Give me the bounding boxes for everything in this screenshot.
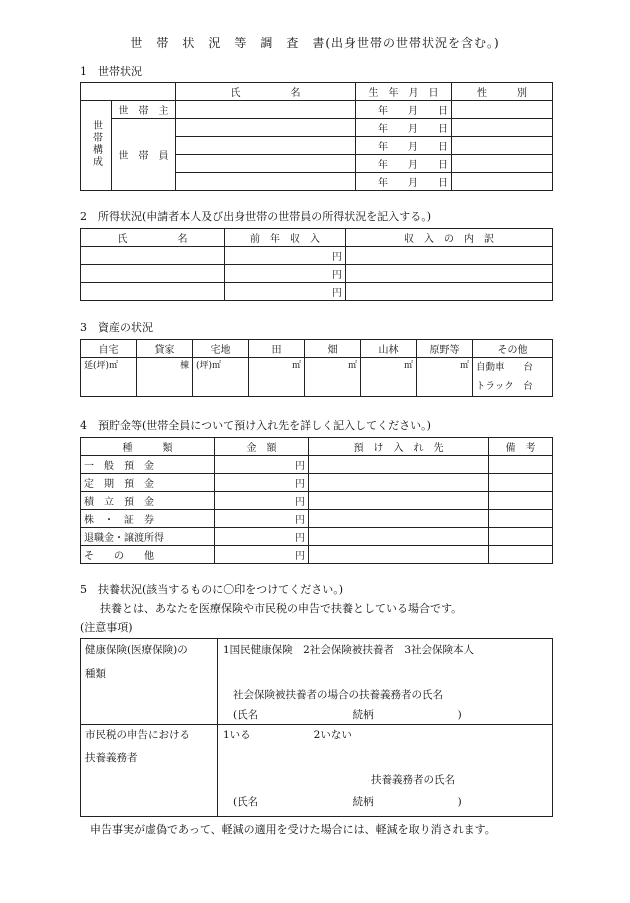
income-field[interactable]: 円 [225, 265, 346, 283]
savings-type: 株 ・ 証 券 [81, 510, 215, 528]
col-name-header: 氏 名 [176, 83, 356, 101]
tax-options[interactable]: 1いる 2いない [223, 729, 352, 741]
amount-field[interactable]: 円 [215, 492, 309, 510]
insurance-label: 健康保険(医療保険)の [85, 644, 188, 656]
page-title: 世 帯 状 況 等 調 査 書(出身世帯の世帯状況を含む。) [130, 36, 500, 50]
birth-field[interactable]: 年 月 日 [356, 137, 452, 155]
savings-type: 一 般 預 金 [81, 456, 215, 474]
income-field[interactable]: 円 [225, 247, 346, 265]
income-field[interactable]: 円 [225, 283, 346, 301]
asset-paddy-field[interactable]: ㎡ [249, 358, 305, 397]
savings-type: そ の 他 [81, 546, 215, 564]
household-table [80, 82, 553, 191]
amount-field[interactable]: 円 [215, 456, 309, 474]
asset-other-field[interactable] [473, 358, 553, 397]
footer-warning: 申告事実が虚偽であって、軽減の適用を受けた場合には、軽減を取り消されます。 [90, 823, 496, 836]
birth-field[interactable]: 年 月 日 [356, 101, 452, 119]
name-field[interactable] [176, 119, 356, 137]
col-name-header: 氏 名 [81, 229, 225, 247]
note-field[interactable] [489, 528, 553, 546]
note-field[interactable] [489, 510, 553, 528]
asset-header-forest: 山林 [361, 340, 417, 358]
amount-field[interactable]: 円 [215, 528, 309, 546]
savings-table [80, 437, 553, 564]
col-birth-header: 生 年 月 日 [356, 83, 452, 101]
assets-table [80, 339, 553, 397]
sex-field[interactable] [452, 101, 553, 119]
bank-field[interactable] [309, 546, 489, 564]
sex-field[interactable] [452, 137, 553, 155]
detail-field[interactable] [346, 247, 553, 265]
note-field[interactable] [489, 474, 553, 492]
col-detail-header: 収 入 の 内 訳 [346, 229, 553, 247]
section5-heading: 5 扶養状況(該当するものに〇印をつけてください。) [80, 583, 344, 596]
asset-land-field[interactable]: (坪)㎡ [193, 358, 249, 397]
insurance-dependent-name-label: 社会保険被扶養者の場合の扶養義務者の氏名 [233, 689, 443, 701]
note-field[interactable] [489, 546, 553, 564]
savings-type: 積 立 預 金 [81, 492, 215, 510]
birth-field[interactable]: 年 月 日 [356, 155, 452, 173]
asset-header-home: 自宅 [81, 340, 137, 358]
asset-header-other: その他 [473, 340, 553, 358]
blank-header-cell [81, 83, 176, 101]
note-field[interactable] [489, 456, 553, 474]
asset-header-land: 宅地 [193, 340, 249, 358]
insurance-label-2: 種類 [85, 668, 106, 680]
member-label: 世 帯 員 [112, 119, 176, 191]
head-label: 世 帯 主 [112, 101, 176, 119]
name-field[interactable] [176, 137, 356, 155]
name-field[interactable] [81, 265, 225, 283]
insurance-options[interactable]: 1国民健康保険 2社会保険被扶養者 3社会保険本人 [223, 644, 475, 656]
amount-field[interactable]: 円 [215, 510, 309, 528]
tax-label-2: 扶養義務者 [85, 752, 138, 764]
col-note-header: 備 考 [489, 438, 553, 456]
sex-field[interactable] [452, 155, 553, 173]
birth-field[interactable]: 年 月 日 [356, 119, 452, 137]
truck-count: トラック 台 [476, 381, 533, 392]
col-income-header: 前 年 収 入 [225, 229, 346, 247]
section4-heading: 4 預貯金等(世帯全員について預け入れ先を詳しく記入してください。) [80, 419, 431, 432]
asset-header-rental: 貸家 [137, 340, 193, 358]
detail-field[interactable] [346, 265, 553, 283]
dependency-box [80, 638, 553, 817]
asset-wilderness-field[interactable]: ㎡ [417, 358, 473, 397]
detail-field[interactable] [346, 283, 553, 301]
car-count: 自動車 台 [476, 362, 534, 373]
note-field[interactable] [489, 492, 553, 510]
amount-field[interactable]: 円 [215, 474, 309, 492]
birth-field[interactable]: 年 月 日 [356, 173, 452, 191]
bank-field[interactable] [309, 510, 489, 528]
bank-field[interactable] [309, 492, 489, 510]
asset-header-wilderness: 原野等 [417, 340, 473, 358]
asset-rental-field[interactable]: 棟 [137, 358, 193, 397]
bank-field[interactable] [309, 456, 489, 474]
bank-field[interactable] [309, 474, 489, 492]
income-table [80, 228, 553, 301]
section1-heading: 1 世帯状況 [80, 65, 142, 78]
section2-heading: 2 所得状況(申請者本人及び出身世帯の世帯員の所得状況を記入する。) [80, 210, 432, 223]
name-field[interactable] [81, 247, 225, 265]
notes-title: (注意事項) [80, 621, 133, 634]
section3-heading: 3 資産の状況 [80, 321, 153, 334]
asset-field-field[interactable]: ㎡ [305, 358, 361, 397]
savings-type: 退職金・譲渡所得 [81, 528, 215, 546]
asset-header-field: 畑 [305, 340, 361, 358]
household-group-label: 世帯構成 [81, 101, 112, 191]
name-field[interactable] [176, 101, 356, 119]
bank-field[interactable] [309, 528, 489, 546]
sex-field[interactable] [452, 119, 553, 137]
asset-header-paddy: 田 [249, 340, 305, 358]
asset-home-field[interactable]: 延(坪)㎡ [81, 358, 137, 397]
sex-field[interactable] [452, 173, 553, 191]
insurance-dependent-name-field[interactable]: (氏名 続柄 ) [233, 709, 462, 721]
col-amount-header: 金 額 [215, 438, 309, 456]
asset-forest-field[interactable]: ㎡ [361, 358, 417, 397]
savings-type: 定 期 預 金 [81, 474, 215, 492]
divider [217, 639, 218, 816]
col-bank-header: 預 け 入 れ 先 [309, 438, 489, 456]
tax-dependent-name-label: 扶養義務者の氏名 [371, 774, 455, 786]
name-field[interactable] [81, 283, 225, 301]
dependency-description: 扶養とは、あなたを医療保険や市民税の申告で扶養としている場合です。 [100, 602, 463, 615]
name-field[interactable] [176, 173, 356, 191]
name-field[interactable] [176, 155, 356, 173]
col-type-header: 種 類 [81, 438, 215, 456]
tax-dependent-name-field[interactable]: (氏名 続柄 ) [233, 796, 462, 808]
amount-field[interactable]: 円 [215, 546, 309, 564]
col-sex-header: 性 別 [452, 83, 553, 101]
tax-label: 市民税の申告における [85, 729, 190, 741]
